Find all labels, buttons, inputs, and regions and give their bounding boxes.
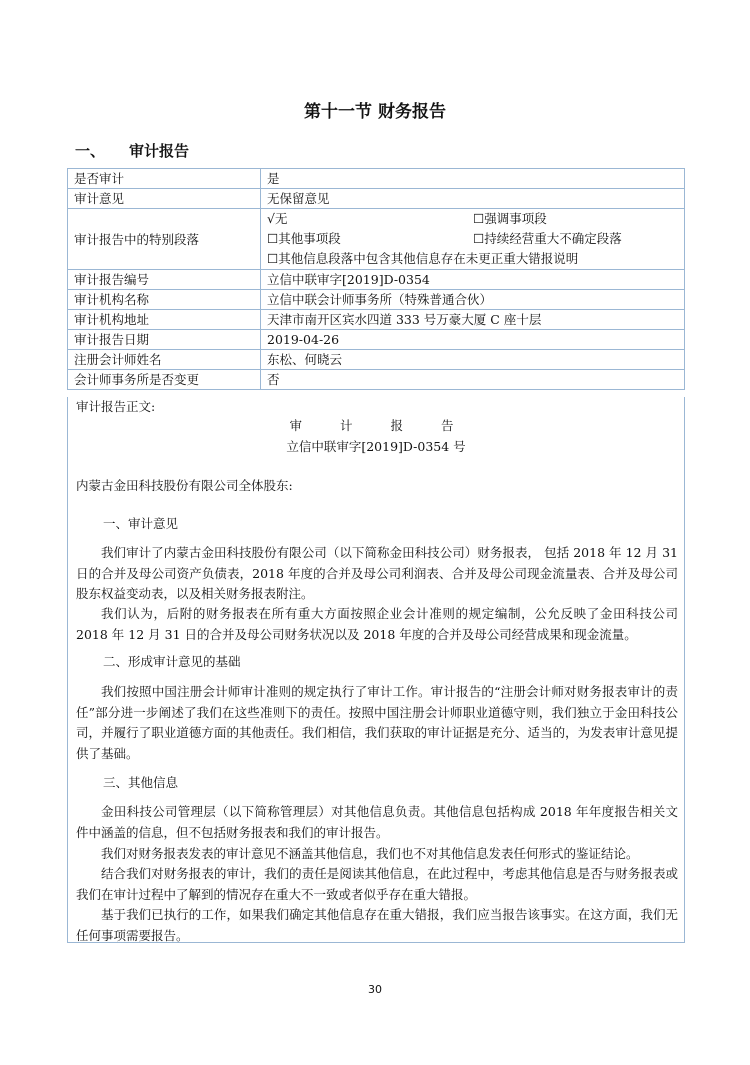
row-value: 否 (261, 370, 685, 390)
page-number: 30 (368, 983, 382, 996)
table-row (68, 189, 685, 209)
section-title: 审计报告 (129, 142, 190, 160)
table-row (68, 290, 685, 310)
row-value: 2019-04-26 (261, 330, 685, 350)
section-heading (75, 140, 189, 161)
section-heading-basis: 二、形成审计意见的基础 (103, 654, 241, 669)
section-heading-opinion: 一、审计意见 (103, 516, 179, 531)
row-value: 无保留意见 (261, 189, 685, 209)
row-value: 立信中联审字[2019]D-0354 (261, 270, 685, 290)
audit-report-body (67, 397, 685, 943)
table-row (68, 370, 685, 390)
section-heading-other-info: 三、其他信息 (103, 775, 179, 790)
paragraph: 基于我们已执行的工作，如果我们确定其他信息存在重大错报，我们应当报告该事实。在这方面，我们无任何事项需要报告。 (76, 907, 678, 943)
row-value: 是 (261, 169, 685, 189)
audit-info-table (67, 168, 685, 390)
table-row (68, 330, 685, 350)
paragraph: 我们审计了内蒙古金田科技股份有限公司（以下简称金田科技公司）财务报表， 包括 2018 年 12 月 31 日的合并及母公司资产负债表，2018 年度的合并及母公司利润表、合并及母公司现金流量表、合并及母公司股东权益变动表，以及相关财务报表附注。 (76, 545, 678, 601)
paragraph: 我们认为，后附的财务报表在所有重大方面按照企业会计准则的规定编制，公允反映了金田科技公司 2018 年 12 月 31 日的合并及母公司财务状况以及 2018 年度的合并及母公司经营成果和现金流量。 (76, 606, 678, 642)
option-other-matters: ☐其他事项段 (267, 231, 341, 246)
row-label: 审计报告日期 (68, 330, 261, 350)
option-going-concern: ☐持续经营重大不确定段落 (473, 231, 622, 246)
section-number: 一、 (75, 142, 106, 160)
table-row (68, 310, 685, 330)
report-title: 审 计 报 告 (289, 418, 471, 433)
row-label: 注册会计师姓名 (68, 350, 261, 370)
table-row (68, 350, 685, 370)
addressee: 内蒙古金田科技股份有限公司全体股东: (76, 478, 293, 493)
row-value: 东松、何晓云 (261, 350, 685, 370)
row-value: 立信中联会计师事务所（特殊普通合伙） (261, 290, 685, 310)
option-emphasis: ☐强调事项段 (473, 211, 547, 226)
row-value: 天津市南开区宾水四道 333 号万豪大厦 C 座十层 (261, 310, 685, 330)
paragraph: 结合我们对财务报表的审计，我们的责任是阅读其他信息，在此过程中，考虑其他信息是否与财务报表或我们在审计过程中了解到的情况存在重大不一致或者似乎存在重大错报。 (76, 866, 678, 902)
table-row (68, 270, 685, 290)
row-label: 审计机构地址 (68, 310, 261, 330)
option-none: √无 (267, 211, 288, 226)
row-label: 审计机构名称 (68, 290, 261, 310)
paragraph: 金田科技公司管理层（以下简称管理层）对其他信息负责。其他信息包括构成 2018 年年度报告相关文件中涵盖的信息，但不包括财务报表和我们的审计报告。 (76, 804, 678, 840)
row-label: 审计报告中的特别段落 (68, 209, 261, 270)
row-label: 审计意见 (68, 189, 261, 209)
paragraph: 我们对财务报表发表的审计意见不涵盖其他信息，我们也不对其他信息发表任何形式的鉴证结论。 (101, 846, 639, 861)
page-title: 第十一节 财务报告 (304, 102, 446, 122)
option-other-information: ☐其他信息段落中包含其他信息存在未更正重大错报说明 (267, 251, 579, 266)
table-row (68, 209, 685, 270)
row-label: 会计师事务所是否变更 (68, 370, 261, 390)
row-label: 审计报告编号 (68, 270, 261, 290)
report-number: 立信中联审字[2019]D-0354 号 (286, 439, 466, 454)
table-row (68, 169, 685, 189)
report-body-label: 审计报告正文: (76, 399, 156, 414)
special-paragraph-options (261, 209, 685, 270)
paragraph: 我们按照中国注册会计师审计准则的规定执行了审计工作。审计报告的“注册会计师对财务报表审计的责任”部分进一步阐述了我们在这些准则下的责任。按照中国注册会计师职业道德守则，我们独立于金田科技公司，并履行了职业道德方面的其他责任。我们相信，我们获取的审计证据是充分、适当的，为发表审计意见提供了基础。 (76, 684, 678, 761)
row-label: 是否审计 (68, 169, 261, 189)
